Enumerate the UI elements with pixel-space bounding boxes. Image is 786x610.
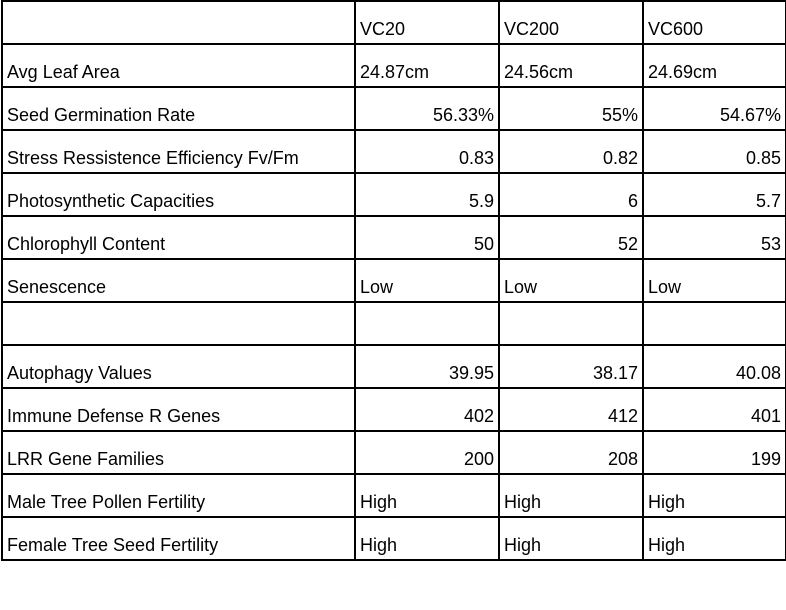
row-label-cell[interactable]: Stress Ressistence Efficiency Fv/Fm	[2, 130, 355, 173]
row-label-cell[interactable]: Avg Leaf Area	[2, 44, 355, 87]
row-label-cell[interactable]: Female Tree Seed Fertility	[2, 517, 355, 560]
header-cell-vc600[interactable]: VC600	[643, 1, 786, 44]
value-cell[interactable]: 53	[643, 216, 786, 259]
row-label-cell[interactable]: LRR Gene Families	[2, 431, 355, 474]
value-cell[interactable]: 0.85	[643, 130, 786, 173]
value-cell[interactable]: 412	[499, 388, 643, 431]
table-row	[2, 431, 786, 474]
row-label-cell[interactable]: Senescence	[2, 259, 355, 302]
value-cell[interactable]: 208	[499, 431, 643, 474]
value-cell[interactable]: 200	[355, 431, 499, 474]
table-body	[2, 1, 786, 560]
value-cell[interactable]: 0.82	[499, 130, 643, 173]
value-cell[interactable]: 401	[643, 388, 786, 431]
row-label-cell[interactable]: Immune Defense R Genes	[2, 388, 355, 431]
table-row	[2, 44, 786, 87]
table-row	[2, 173, 786, 216]
table-row	[2, 130, 786, 173]
value-cell[interactable]: High	[355, 517, 499, 560]
value-cell[interactable]: 56.33%	[355, 87, 499, 130]
value-cell[interactable]: 54.67%	[643, 87, 786, 130]
value-cell[interactable]: 52	[499, 216, 643, 259]
table-row	[2, 517, 786, 560]
value-cell[interactable]: High	[499, 517, 643, 560]
value-cell[interactable]	[643, 302, 786, 345]
row-label-cell[interactable]	[2, 302, 355, 345]
value-cell[interactable]: Low	[643, 259, 786, 302]
value-cell[interactable]: 5.7	[643, 173, 786, 216]
row-label-cell[interactable]: Photosynthetic Capacities	[2, 173, 355, 216]
value-cell[interactable]: 39.95	[355, 345, 499, 388]
table-row	[2, 87, 786, 130]
value-cell[interactable]: Low	[355, 259, 499, 302]
row-label-cell[interactable]: Autophagy Values	[2, 345, 355, 388]
value-cell[interactable]: 24.69cm	[643, 44, 786, 87]
value-cell[interactable]: 402	[355, 388, 499, 431]
value-cell[interactable]	[355, 302, 499, 345]
value-cell[interactable]: High	[355, 474, 499, 517]
header-cell-empty[interactable]	[2, 1, 355, 44]
row-label-cell[interactable]: Seed Germination Rate	[2, 87, 355, 130]
value-cell[interactable]: 40.08	[643, 345, 786, 388]
row-label-cell[interactable]: Male Tree Pollen Fertility	[2, 474, 355, 517]
value-cell[interactable]: 5.9	[355, 173, 499, 216]
value-cell[interactable]: 50	[355, 216, 499, 259]
value-cell[interactable]	[499, 302, 643, 345]
value-cell[interactable]: Low	[499, 259, 643, 302]
header-cell-vc200[interactable]: VC200	[499, 1, 643, 44]
table-row	[2, 259, 786, 302]
value-cell[interactable]: 0.83	[355, 130, 499, 173]
table-row	[2, 474, 786, 517]
value-cell[interactable]: 24.87cm	[355, 44, 499, 87]
value-cell[interactable]: 24.56cm	[499, 44, 643, 87]
header-row	[2, 1, 786, 44]
value-cell[interactable]: 199	[643, 431, 786, 474]
value-cell[interactable]: 38.17	[499, 345, 643, 388]
table-row	[2, 345, 786, 388]
value-cell[interactable]: High	[499, 474, 643, 517]
value-cell[interactable]: High	[643, 517, 786, 560]
value-cell[interactable]: 55%	[499, 87, 643, 130]
table-row	[2, 388, 786, 431]
table-row	[2, 216, 786, 259]
table-row	[2, 302, 786, 345]
data-table	[1, 0, 786, 561]
row-label-cell[interactable]: Chlorophyll Content	[2, 216, 355, 259]
value-cell[interactable]: 6	[499, 173, 643, 216]
header-cell-vc20[interactable]: VC20	[355, 1, 499, 44]
value-cell[interactable]: High	[643, 474, 786, 517]
